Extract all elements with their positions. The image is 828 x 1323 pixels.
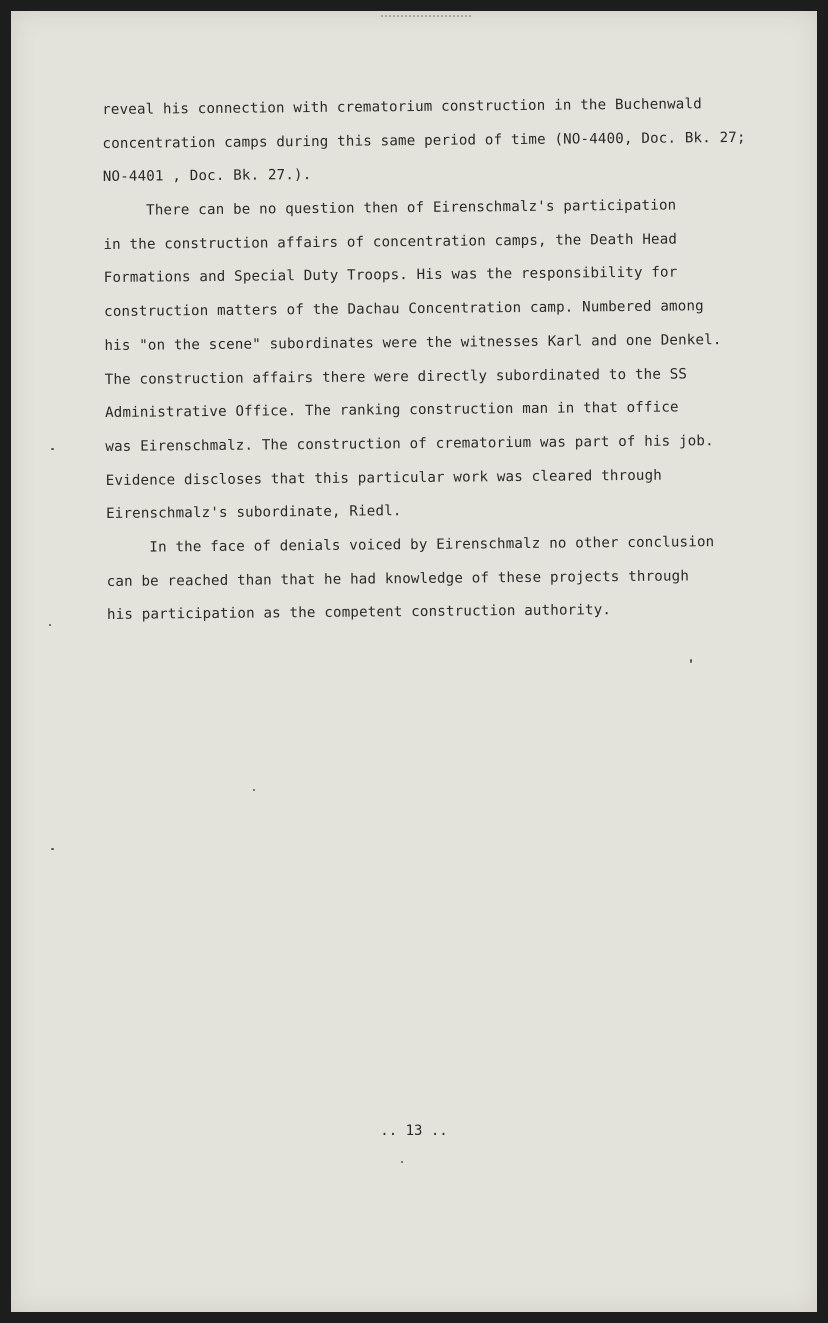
text-line: was Eirenschmalz. The construction of crematorium was part of his job. [105, 433, 714, 455]
paper-speck [51, 448, 54, 450]
text-line: his "on the scene" subordinates were the witnesses Karl and one Denkel. [104, 331, 722, 354]
text-line: in the construction affairs of concentration camps, the Death Head [103, 231, 678, 253]
text-line: construction matters of the Dachau Concentration camp. Numbered among [104, 298, 704, 321]
text-line: Formations and Special Duty Troops. His was the responsibility for [103, 264, 678, 287]
text-line: Evidence discloses that this particular work was cleared through [105, 467, 663, 489]
paper-speck [51, 848, 54, 850]
paper-speck [253, 789, 255, 791]
text-line: Eirenschmalz's subordinate, Riedl. [105, 503, 402, 523]
text-line: The construction affairs there were directly subordinated to the SS [104, 365, 688, 388]
text-line: his participation as the competent construction authority. [106, 602, 612, 624]
paragraph-start-line: There can be no question then of Eirenschmalz's participation [146, 197, 677, 219]
text-line: NO-4401 , Doc. Bk. 27.). [102, 167, 312, 186]
body-text [102, 88, 746, 633]
paper-speck [690, 659, 692, 663]
paper-speck [401, 1161, 403, 1163]
text-line: reveal his connection with crematorium construction in the Buchenwald [102, 96, 702, 118]
paragraph-start-line: In the face of denials voiced by Eirenschmalz no other conclusion [149, 534, 715, 556]
text-line: can be reached than that he had knowledge of these projects through [106, 568, 690, 590]
text-line: Administrative Office. The ranking construction man in that office [104, 399, 679, 422]
paper-speck [49, 624, 51, 626]
top-edge-marks [381, 11, 471, 17]
page-number: .. 13 .. [380, 1123, 448, 1139]
document-page [11, 11, 817, 1312]
text-line: concentration camps during this same period of time (NO-4400, Doc. Bk. 27; [102, 129, 746, 152]
